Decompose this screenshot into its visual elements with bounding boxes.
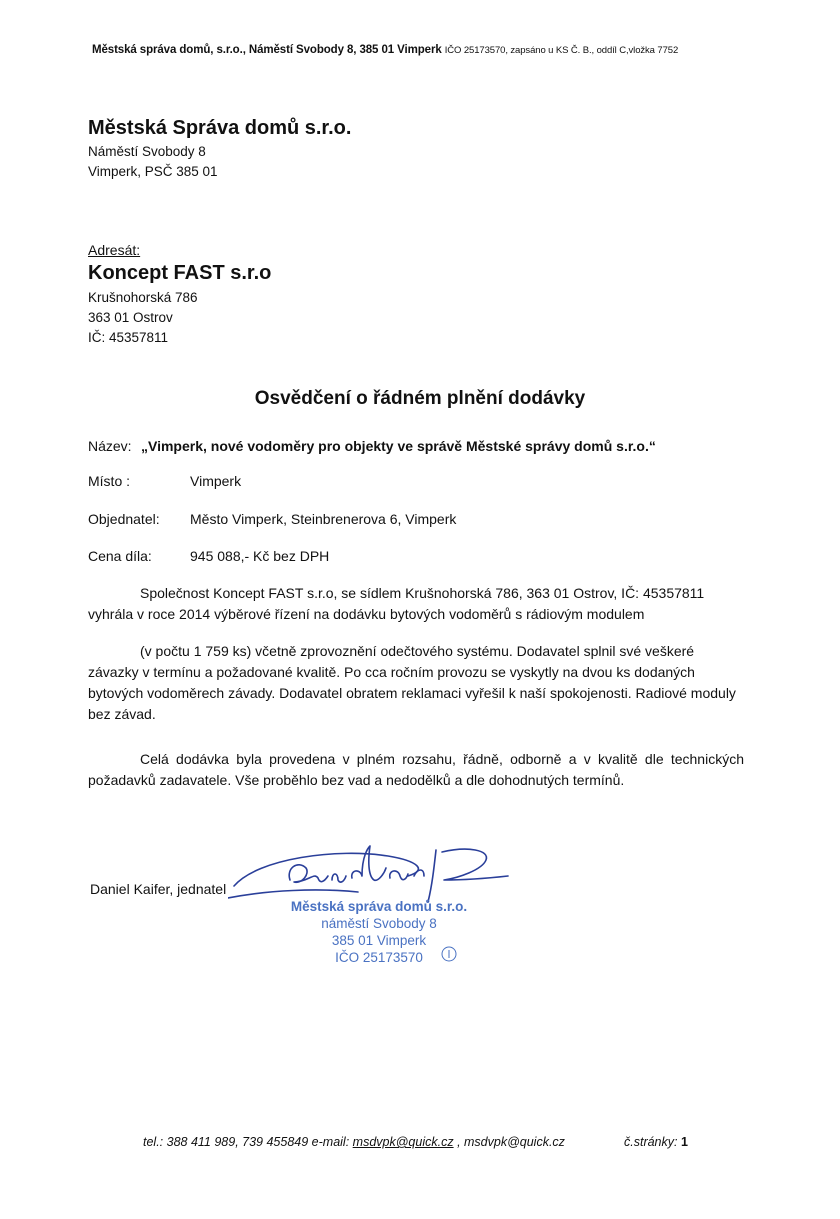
recipient-city: 363 01 Ostrov: [88, 310, 173, 325]
stamp-line-1: Městská správa domů s.r.o.: [290, 899, 468, 914]
signer-name: Daniel Kaifer, jednatel: [90, 881, 227, 897]
sender-street: Náměstí Svobody 8: [88, 144, 206, 159]
cena-value: 945 088,- Kč bez DPH: [190, 548, 330, 564]
recipient-label: Adresát:: [88, 242, 141, 258]
letterhead-registry: IČO 25173570, zapsáno u KS Č. B., oddíl C,vložka 7752: [444, 45, 679, 56]
letterhead-main: Městská správa domů, s.r.o., Náměstí Svobody 8, 385 01 Vimperk: [92, 44, 442, 56]
cena-label: Cena díla:: [88, 548, 152, 564]
stamp-line-2: náměstí Svobody 8: [321, 916, 437, 931]
stamp-line-4: IČO 25173570: [335, 950, 423, 965]
paragraph-1: [88, 583, 744, 625]
misto-label: Místo :: [88, 473, 131, 489]
letterhead-line: [92, 44, 678, 56]
footer-contact-prefix: tel.: 388 411 989, 739 455849 e-mail:: [143, 1135, 350, 1149]
sender-city: Vimperk, PSČ 385 01: [88, 164, 218, 179]
paragraph-3: [88, 749, 744, 791]
page-number-label: [624, 1135, 688, 1149]
nazev-label: Název:: [88, 438, 132, 454]
document-title: Osvědčení o řádném plnění dodávky: [254, 388, 586, 409]
paragraph-3-text: Celá dodávka byla provedena v plném rozsahu, řádně, odborně a v kvalitě dle technických požadavků zadavatele. Vše proběhlo bez vad a nedodělků a dle dohodnutých termínů.: [88, 751, 744, 788]
recipient-ic: IČ: 45357811: [88, 330, 169, 345]
paragraph-2: [88, 641, 744, 725]
nazev-value: „Vimperk, nové vodoměry pro objekty ve správě Městské správy domů s.r.o.“: [141, 438, 656, 454]
recipient-street: Krušnohorská 786: [88, 290, 198, 305]
sender-name: Městská Správa domů s.r.o.: [88, 117, 352, 139]
paragraph-2-text: (v počtu 1 759 ks) včetně zprovoznění odečtového systému. Dodavatel splnil své veškeré závazky v termínu a požadované kvalitě. Po cca ročním provozu se vyskytly na dvou ks dodaných bytových vodoměrech závady. Dodavatel obratem reklamaci vyřešil k naší spokojenosti. Radiové moduly bez závad.: [88, 643, 736, 722]
recipient-name: Koncept FAST s.r.o: [88, 262, 272, 284]
objednatel-value: Město Vimperk, Steinbrenerova 6, Vimperk: [190, 511, 457, 527]
misto-value: Vimperk: [190, 473, 242, 489]
stamp-circle-mark-icon: [440, 945, 458, 963]
footer-email-2[interactable]: msdvpk@quick.cz: [464, 1135, 565, 1149]
paragraph-1-text: Společnost Koncept FAST s.r.o, se sídlem Krušnohorská 786, 363 01 Ostrov, IČ: 45357811 vyhrála v roce 2014 výběrové řízení na dodávku bytových vodoměrů s rádiovým modulem: [88, 585, 705, 622]
objednatel-label: Objednatel:: [88, 511, 160, 527]
page-number: 1: [680, 1135, 688, 1149]
footer-email-1[interactable]: msdvpk@quick.cz: [352, 1135, 454, 1149]
page-label: č.stránky:: [624, 1135, 678, 1149]
footer-contact: tel.: 388 411 989, 739 455849 e-mail: msdvpk@quick.cz , msdvpk@quick.cz: [143, 1135, 565, 1149]
stamp-line-3: 385 01 Vimperk: [331, 933, 427, 948]
